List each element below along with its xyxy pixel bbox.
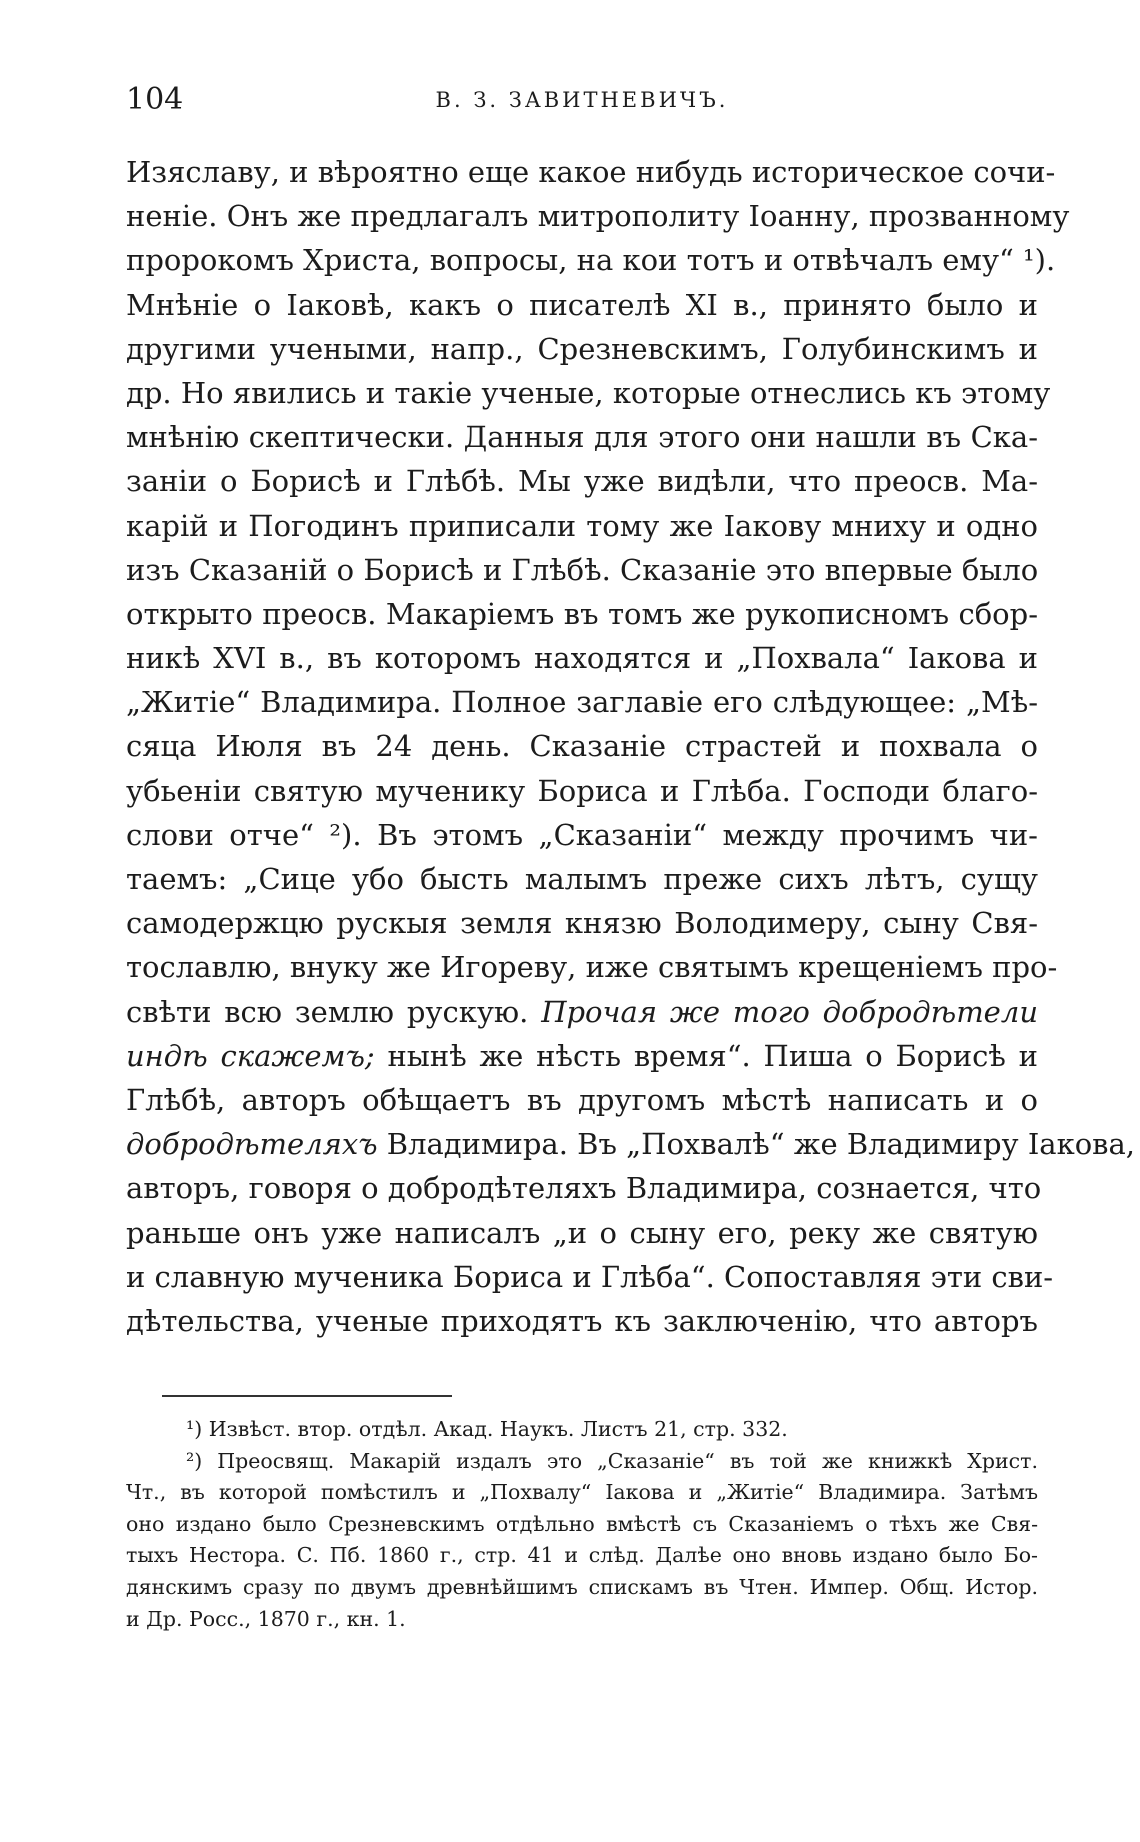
footnotes — [126, 1414, 1038, 1635]
text-line: „Житіе“ Владимира. Полное заглавіе его слѣдующее: „Мѣ- — [126, 685, 1038, 720]
footnote-2-line: и Др. Росс., 1870 г., кн. 1. — [126, 1606, 406, 1631]
italic-run: добродѣтеляхъ — [126, 1127, 378, 1162]
text-line: авторъ, говоря о добродѣтеляхъ Владимира, сознается, что — [126, 1171, 1042, 1206]
text-line-mixed — [126, 990, 1038, 1034]
text-line: заніи о Борисѣ и Глѣбѣ. Мы уже видѣли, что преосв. Ма- — [126, 464, 1038, 499]
text-line: сяца Июля въ 24 день. Сказаніе страстей и похвала о — [126, 729, 1038, 764]
text-run: нынѣ же нѣсть время“. Пиша о Борисѣ и — [374, 1038, 1038, 1073]
footnote-2-line: тыхъ Нестора. С. Пб. 1860 г., стр. 41 и слѣд. Далѣе оно вновь издано было Бо- — [126, 1543, 1038, 1568]
footnote-2-line: ²) Преосвящ. Макарій издалъ это „Сказаніе“ въ той же книжкѣ Христ. — [186, 1448, 1038, 1473]
text-line: Глѣбѣ, авторъ обѣщаетъ въ другомъ мѣстѣ написать и о — [126, 1082, 1038, 1117]
text-line: слови отче“ ²). Въ этомъ „Сказаніи“ между прочимъ чи- — [126, 817, 1038, 852]
footnote-2-line: оно издано было Срезневскимъ отдѣльно вмѣстѣ съ Сказаніемъ о тѣхъ же Свя- — [126, 1511, 1038, 1536]
text-line: неніе. Онъ же предлагалъ митрополиту Іоанну, прозванному — [126, 199, 1070, 234]
text-line: убьеніи святую мученику Бориса и Глѣба. Господи благо- — [126, 773, 1038, 808]
text-line: самодержцю рускыя земля князю Володимеру, сыну Свя- — [126, 906, 1038, 941]
text-line-mixed — [126, 1034, 1038, 1078]
text-line: мнѣнію скептически. Данныя для этого они нашли въ Ска- — [126, 420, 1038, 455]
text-line: другими учеными, напр., Срезневскимъ, Голубинскимъ и — [126, 331, 1038, 366]
footnote-2-line: дянскимъ сразу по двумъ древнѣйшимъ спискамъ въ Чтен. Импер. Общ. Истор. — [126, 1574, 1038, 1599]
text-line: таемъ: „Сице убо бысть малымъ преже сихъ лѣтъ, сущу — [126, 862, 1038, 896]
text-line: Изяславу, и вѣроятно еще какое нибудь историческое сочи- — [126, 155, 1056, 189]
text-line: Мнѣніе о Іаковѣ, какъ о писателѣ XI в., принято было и — [126, 287, 1038, 322]
body-text — [126, 150, 1135, 1343]
text-line: пророкомъ Христа, вопросы, на кои тотъ и отвѣчалъ ему“ ¹). — [126, 243, 1056, 278]
text-line: раньше онъ уже написалъ „и о сыну его, реку же святую — [126, 1215, 1038, 1250]
text-line-mixed — [126, 1122, 1135, 1166]
page-number: 104 — [126, 82, 184, 117]
page-header — [126, 82, 1038, 122]
text-line: никѣ XVI в., въ которомъ находятся и „Похвала“ Іакова и — [126, 641, 1038, 676]
footnote-divider — [162, 1395, 452, 1397]
footnote-1: ¹) Извѣст. втор. отдѣл. Акад. Наукъ. Листъ 21, стр. 332. — [186, 1417, 788, 1441]
footnote-2-line: Чт., въ которой помѣстилъ и „Похвалу“ Іакова и „Житіе“ Владимира. Затѣмъ — [126, 1480, 1038, 1505]
text-line: др. Но явились и такіе ученые, которые отнеслись къ этому — [126, 375, 1051, 410]
running-title: В. З. ЗАВИТНЕВИЧЪ. — [435, 88, 729, 112]
text-line: и славную мученика Бориса и Глѣба“. Сопоставляя эти сви- — [126, 1259, 1054, 1294]
text-line: дѣтельства, ученые приходятъ къ заключенію, что авторъ — [126, 1303, 1038, 1338]
italic-run: Прочая же того добродѣтели — [541, 994, 1038, 1029]
text-line: карій и Погодинъ приписали тому же Іакову мниху и одно — [126, 508, 1038, 543]
text-line: изъ Сказаній о Борисѣ и Глѣбѣ. Сказаніе это впервые было — [126, 552, 1039, 587]
text-line: тославлю, внуку же Игореву, иже святымъ крещеніемъ про- — [126, 950, 1058, 985]
italic-run: индѣ скажемъ; — [126, 1038, 375, 1073]
text-run: Владимира. Въ „Похвалѣ“ же Владимиру Іакова, — [377, 1127, 1135, 1162]
text-run: свѣти всю землю рускую. — [126, 994, 529, 1029]
text-line: открыто преосв. Макаріемъ въ томъ же рукописномъ сбор- — [126, 596, 1038, 631]
